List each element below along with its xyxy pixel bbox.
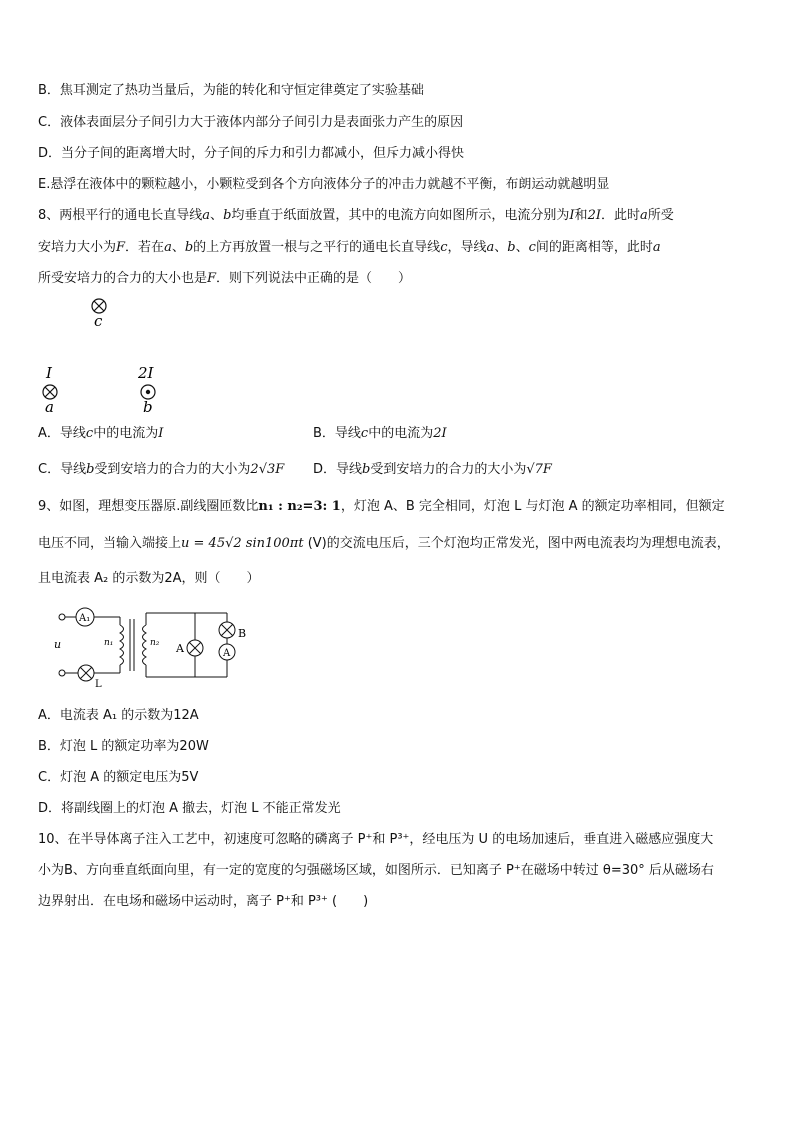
q10-stem-line2: 小为B、方向垂直纸面向里，有一定的宽度的匀强磁场区域，如图所示．已知离子 P⁺在磁场中转过 θ=30° 后从磁场右 [38,863,714,878]
wire-b-out-of-page-icon [141,385,155,399]
option-B-prev: B．焦耳测定了热功当量后，为能的转化和守恒定律奠定了实验基础 [38,83,424,98]
wire-b-label: b [143,398,153,416]
lamp-A-label: A [176,642,184,655]
q9-option-C: C．灯泡 A 的额定电压为5V [38,770,199,785]
ammeter-A1-icon [76,608,94,626]
lamp-B-label: B [238,627,247,640]
option-D-prev: D．当分子间的距离增大时，分子间的斥力和引力都减小，但斥力减小得快 [38,146,465,161]
wire-a-label: a [45,398,54,416]
q8-option-D: D．导线b受到安培力的合力的大小为√7F [313,462,552,477]
q9-stem-line1: 9、如图，理想变压器原.副线圈匝数比n₁ : n₂=3: 1，灯泡 A、B 完全相同，灯泡 L 与灯泡 A 的额定功率相同，但额定 [38,499,725,514]
q8-stem-line2: 安培力大小为F．若在a、b的上方再放置一根与之平行的通电长直导线c，导线a、b、c间的距离相等，此时a [38,240,661,255]
wire-c-into-page-icon [92,299,106,313]
n2-label: n₂ [150,638,160,648]
q9-option-D: D．将副线圈上的灯泡 A 撤去，灯泡 L 不能正常发光 [38,801,341,816]
option-C-prev: C．液体表面层分子间引力大于液体内部分子间引力是表面张力产生的原因 [38,115,464,130]
wire-a-current-label: I [46,364,52,382]
lamp-L-icon [78,665,94,681]
lamp-L-label: L [95,679,102,688]
q9-stem-line2: 电压不同，当输入端接上u = 45√2 sin100πt (V)的交流电压后，三个灯泡均正常发光，图中两电流表均为理想电流表， [38,536,730,551]
ammeter-A2-label: A [223,648,231,659]
option-E-prev: E.悬浮在液体中的颗粒越小，小颗粒受到各个方向液体分子的冲击力就越不平衡，布朗运动就越明显 [38,177,610,192]
q9-circuit-figure [50,603,260,688]
q8-option-C: C．导线b受到安培力的合力的大小为2√3F [38,462,285,477]
wire-a-into-page-icon [43,385,57,399]
lamp-A-icon [187,640,203,656]
q10-stem-line3: 边界射出．在电场和磁场中运动时，离子 P⁺和 P³⁺ ( ) [38,894,369,909]
q8-stem-line1: 8、两根平行的通电长直导线a、b均垂直于纸面放置，其中的电流方向如图所示，电流分别为I和2I．此时a所受 [38,208,674,223]
q9-option-A: A．电流表 A₁ 的示数为12A [38,708,199,723]
q10-stem-line1: 10、在半导体离子注入工艺中，初速度可忽略的磷离子 P⁺和 P³⁺，经电压为 U 的电场加速后，垂直进入磁感应强度大 [38,832,714,847]
ammeter-A2-icon [219,644,235,660]
q8-stem-line3: 所受安培力的合力的大小也是F．则下列说法中正确的是（ ） [38,271,412,286]
wire-c-label: c [94,312,103,330]
q8-option-B: B．导线c中的电流为2I [313,426,447,441]
q8-wire-figure [30,290,190,420]
q9-stem-line3: 且电流表 A₂ 的示数为2A，则（ ） [38,571,260,586]
q8-option-A: A．导线c中的电流为I [38,426,164,441]
lamp-B-icon [219,622,235,638]
q9-option-B: B．灯泡 L 的额定功率为20W [38,739,209,754]
u-label: u [54,638,62,651]
ammeter-A1-label: A₁ [79,613,91,624]
wire-b-current-label: 2I [138,364,154,382]
n1-label: n₁ [104,638,114,648]
